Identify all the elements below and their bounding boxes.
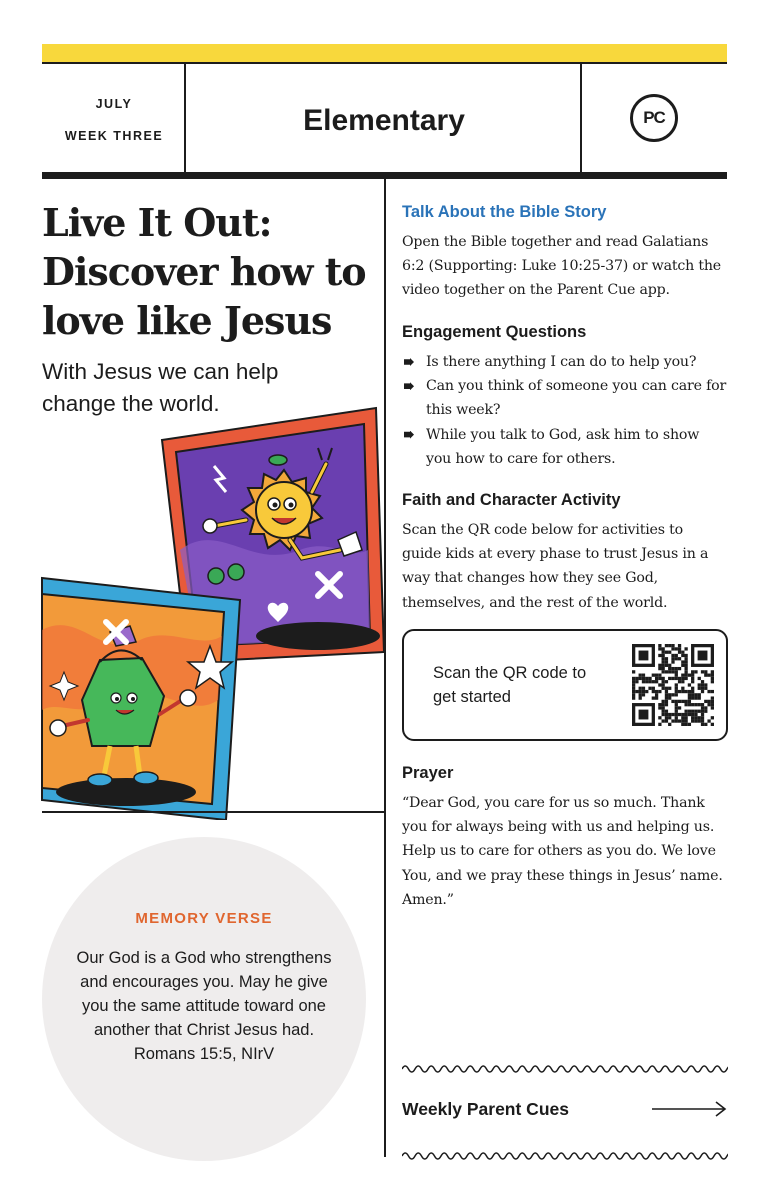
gift-bag-character-card xyxy=(42,578,240,820)
header-month: JULY xyxy=(95,97,133,111)
bible-story-heading: Talk About the Bible Story xyxy=(402,203,607,221)
header-date-cell xyxy=(42,64,186,172)
memory-verse-body: Our God is a God who strengthens and encourages you. May he give you the same attitude toward one another that Christ Jesus had. xyxy=(76,949,332,1039)
memory-verse-label: MEMORY VERSE xyxy=(135,910,273,927)
engagement-question: While you talk to God, ask him to show you how to care for others. xyxy=(402,423,727,471)
memory-verse-reference: Romans 15:5, NIrV xyxy=(133,1045,275,1063)
memory-verse-text xyxy=(68,946,340,1066)
engagement-section xyxy=(402,323,727,471)
qr-code-icon[interactable] xyxy=(632,644,714,726)
activity-body: Scan the QR code below for activities to guide kids at every phase to trust Jesus in a way that changes how they see God, themselves, and the rest of the world. xyxy=(402,522,709,611)
qr-code-callout[interactable] xyxy=(402,629,728,741)
prayer-section xyxy=(402,764,727,912)
activity-heading: Faith and Character Activity xyxy=(402,491,621,509)
wavy-divider-top xyxy=(402,1063,728,1075)
headline-line: Discover how to xyxy=(42,249,366,294)
illustration-cards xyxy=(0,400,384,820)
bible-story-section xyxy=(402,203,727,303)
engagement-question-list xyxy=(402,350,727,471)
headline-line: Live It Out: xyxy=(42,200,272,245)
wavy-divider-bottom xyxy=(402,1150,728,1162)
header-accent-bar xyxy=(42,44,727,62)
header-title-cell xyxy=(186,64,582,172)
prayer-body: “Dear God, you care for us so much. Thank you for always being with us and helping us. Help us to care for others as you do. We love You, and we pray these things in Jesus’ name. Amen.” xyxy=(402,795,723,908)
page-subhead: With Jesus we can help change the world. xyxy=(42,359,279,416)
header-logo-cell xyxy=(582,64,727,172)
qr-callout-text: Scan the QR code to get started xyxy=(433,664,587,706)
program-title: Elementary xyxy=(303,104,465,137)
header-bottom-rule xyxy=(42,172,727,179)
left-section-rule xyxy=(42,811,384,813)
weekly-parent-cues-link[interactable]: Weekly Parent Cues xyxy=(402,1099,569,1119)
page-headline xyxy=(42,198,372,345)
page-header xyxy=(42,62,727,172)
header-week: WEEK THREE xyxy=(64,129,164,143)
headline-line: love like Jesus xyxy=(42,298,332,343)
engagement-question: Can you think of someone you can care for this week? xyxy=(402,374,727,422)
parent-cue-logo: PC xyxy=(630,94,678,142)
engagement-heading: Engagement Questions xyxy=(402,323,587,341)
arrow-right-icon[interactable] xyxy=(652,1101,728,1117)
column-divider xyxy=(384,179,386,1157)
activity-section xyxy=(402,491,727,615)
bible-story-body: Open the Bible together and read Galatians 6:2 (Supporting: Luke 10:25-37) or watch the video together on the Parent Cue app. xyxy=(402,234,721,299)
prayer-heading: Prayer xyxy=(402,764,454,782)
engagement-question: Is there anything I can do to help you? xyxy=(402,350,727,374)
